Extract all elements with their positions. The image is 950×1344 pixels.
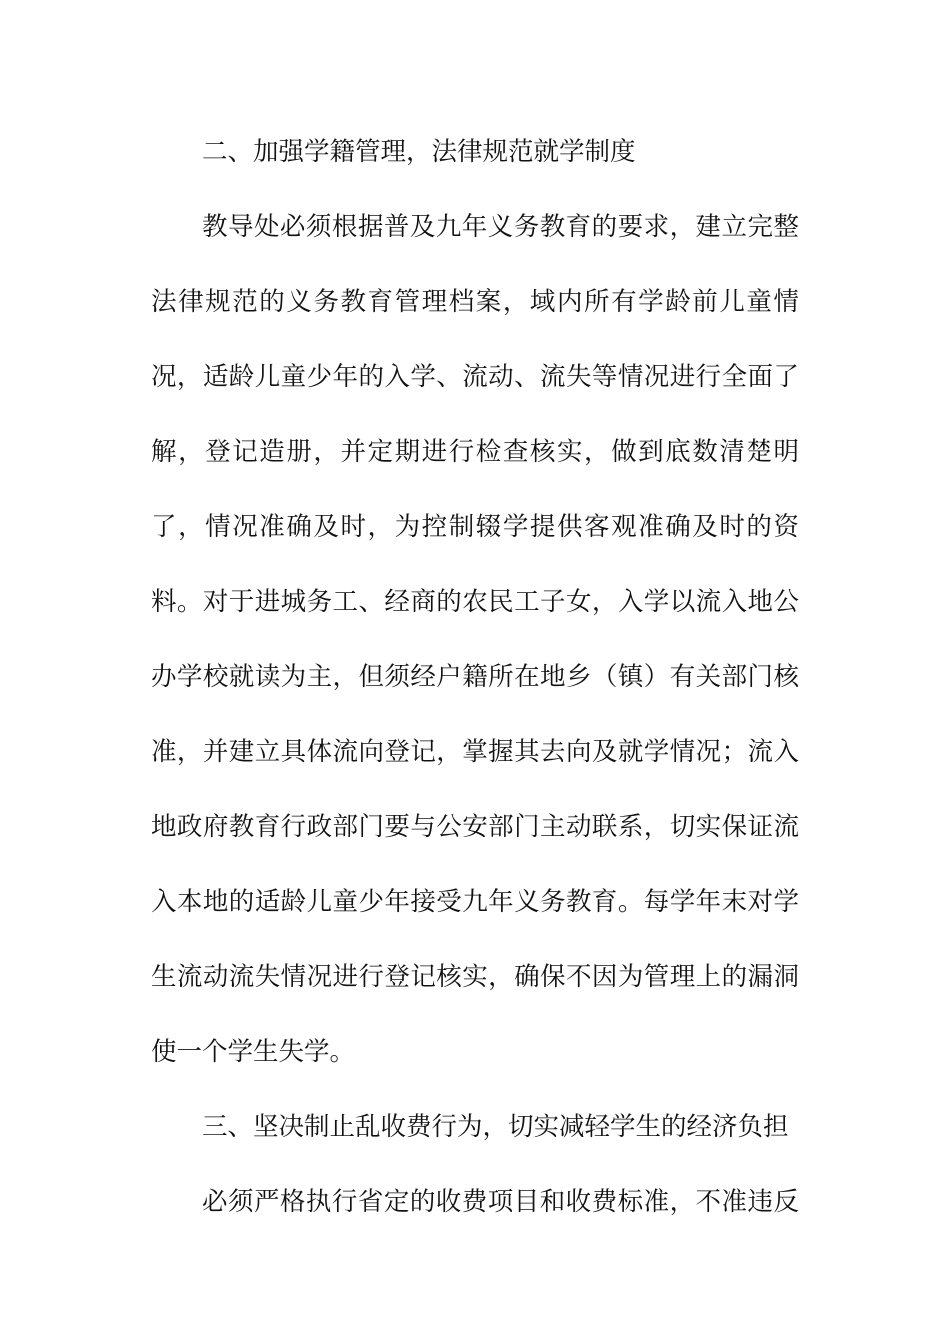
paragraph-line: 必须严格执行省定的收费项目和收费标准，不准违反 [202,1187,799,1217]
section-heading-2: 二、加强学籍管理，法律规范就学制度 [202,137,636,167]
paragraph-line: 办学校就读为主，但须经户籍所在地乡（镇）有关部门核 [151,662,799,692]
paragraph-line: 使一个学生失学。 [151,1037,356,1067]
paragraph-line: 料。对于进城务工、经商的农民工子女，入学以流入地公 [151,587,799,617]
paragraph-line: 法律规范的义务教育管理档案，域内所有学龄前儿童情 [151,287,799,317]
paragraph-line: 准，并建立具体流向登记，掌握其去向及就学情况；流入 [151,737,799,767]
paragraph-line: 生流动流失情况进行登记核实，确保不因为管理上的漏洞 [151,962,799,992]
paragraph-line: 了，情况准确及时，为控制辍学提供客观准确及时的资 [151,512,799,542]
section-heading-3: 三、坚决制止乱收费行为，切实减轻学生的经济负担 [202,1112,789,1142]
paragraph-line: 况，适龄儿童少年的入学、流动、流失等情况进行全面了 [151,362,799,392]
paragraph-line: 解，登记造册，并定期进行检查核实，做到底数清楚明 [151,437,799,467]
paragraph-line: 教导处必须根据普及九年义务教育的要求，建立完整 [202,212,799,242]
paragraph-line: 地政府教育行政部门要与公安部门主动联系，切实保证流 [151,812,799,842]
paragraph-line: 入本地的适龄儿童少年接受九年义务教育。每学年末对学 [151,887,799,917]
